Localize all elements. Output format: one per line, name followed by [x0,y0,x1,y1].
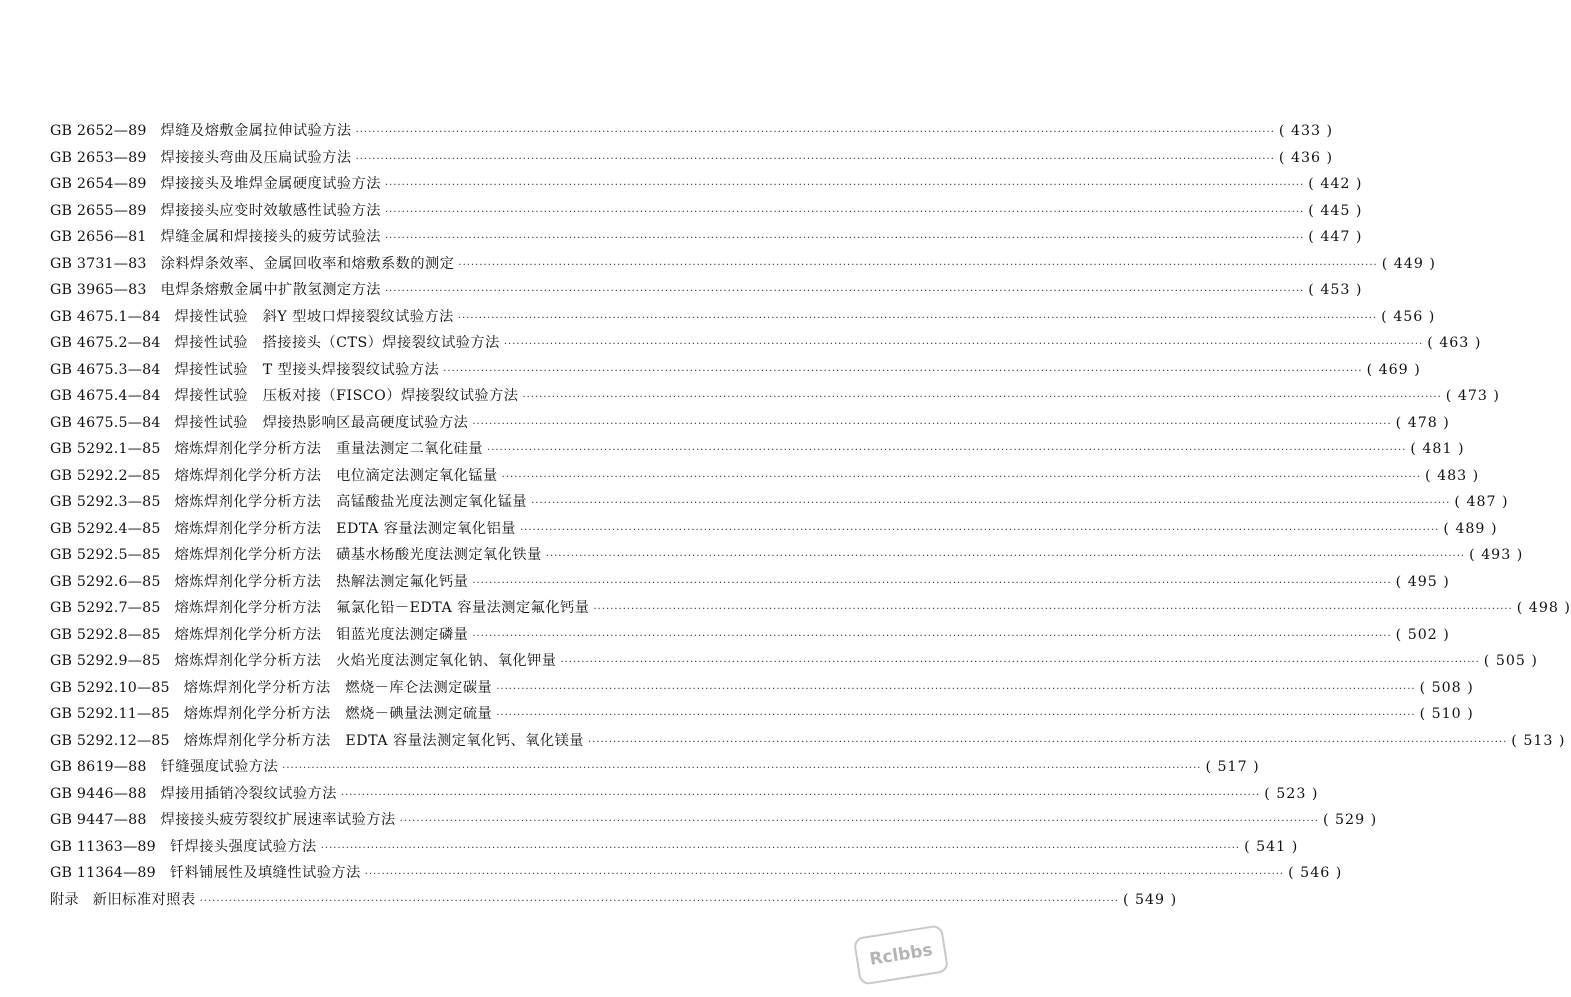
dot-leader: ···························································································································································································································· [458,259,1378,271]
standard-code: GB 5292.3—85 [50,494,161,510]
standard-code: GB 8619—88 [50,759,147,775]
standard-code: GB 4675.1—84 [50,308,161,325]
standard-code: GB 4675.3—84 [50,361,161,378]
toc-entry[interactable] [50,860,1343,887]
entry-title: 熔炼焊剂化学分析方法 高锰酸盐光度法测定氧化锰量 [174,494,528,510]
entry-title: 熔炼焊剂化学分析方法 钼蓝光度法测定磷量 [174,626,469,643]
page-number: ( 513 ) [1511,732,1566,749]
standard-code: GB 5292.6—85 [50,573,161,590]
toc-entry[interactable] [50,569,1450,596]
dot-leader: ···························································································································································································································· [522,392,1442,403]
entry-title: 焊接性试验 搭接接头（CTS）焊接裂纹试验方法 [174,335,500,351]
page-number: ( 483 ) [1425,467,1480,484]
standard-code: GB 2655—89 [50,202,147,219]
dot-leader: ···························································································································································································································· [587,736,1508,748]
dot-leader: ···························································································································································································································· [399,816,1319,827]
standard-code: GB 3731—83 [50,255,147,272]
page-number: ( 449 ) [1381,255,1436,272]
dot-leader: ···························································································································································································································· [384,286,1305,297]
entry-title: 焊接接头疲劳裂纹扩展速率试验方法 [160,812,396,828]
toc-entry[interactable] [50,357,1421,384]
page-number: ( 481 ) [1410,441,1465,457]
standard-code: GB 11364—89 [50,865,156,881]
dot-leader: ···························································································································································································································· [282,763,1202,774]
toc-entry[interactable] [50,754,1260,781]
entry-title: 焊接性试验 压板对接（FISCO）焊接裂纹试验方法 [174,388,519,404]
page-number: ( 489 ) [1443,520,1498,537]
dot-leader: ···························································································································································································································· [457,312,1378,324]
standard-code: GB 2652—89 [50,123,147,139]
entry-title: 钎料铺展性及填缝性试验方法 [169,865,361,881]
entry-title: 焊接性试验 焊接热影响区最高硬度试验方法 [174,414,469,431]
entry-title: 熔炼焊剂化学分析方法 火焰光度法测定氧化钠、氧化钾量 [174,653,557,669]
dot-leader: ···························································································································································································································· [496,710,1416,721]
toc-entry[interactable] [50,542,1524,569]
standard-code: GB 5292.5—85 [50,547,161,563]
toc-entry[interactable] [50,728,1566,755]
toc-entry[interactable] [50,436,1465,463]
dot-leader: ···························································································································································································································· [340,789,1261,801]
standard-code: GB 4675.2—84 [50,335,161,351]
watermark-text: Rclbbs [868,940,934,970]
page-number: ( 505 ) [1483,653,1538,669]
standard-code: GB 5292.9—85 [50,653,161,669]
page-number: ( 436 ) [1278,149,1334,166]
standard-code: GB 5292.12—85 [50,732,170,749]
entry-title: 焊接接头及堆焊金属硬度试验方法 [160,176,381,192]
dot-leader: ···························································································································································································································· [496,683,1416,695]
dot-leader: ···························································································································································································································· [503,339,1424,350]
dot-leader: ···························································································································································································································· [531,498,1451,509]
toc-entry[interactable] [50,330,1482,357]
dot-leader: ···························································································································································································································· [355,153,1275,165]
dot-leader: ···························································································································································································································· [384,206,1305,218]
toc-entry[interactable] [50,648,1538,675]
toc-entry[interactable] [50,489,1509,516]
standard-code: GB 9447—88 [50,812,147,828]
toc-entry[interactable] [50,595,1571,622]
page-number: ( 517 ) [1205,759,1260,775]
dot-leader: ···························································································································································································································· [487,445,1407,456]
page-number: ( 546 ) [1288,865,1343,881]
toc-entry[interactable] [50,145,1334,172]
toc-entry[interactable] [50,118,1334,145]
toc-entry[interactable] [50,807,1378,834]
standard-code: GB 4675.4—84 [50,388,161,404]
toc-entry[interactable] [50,383,1500,410]
entry-title: 焊接用插销冷裂纹试验方法 [160,785,337,802]
entry-title: 焊接性试验 T 型接头焊接裂纹试验方法 [174,361,440,378]
entry-title: 焊缝金属和焊接接头的疲劳试验法 [160,229,381,245]
toc-entry[interactable] [50,224,1363,251]
standard-code: GB 5292.2—85 [50,467,161,484]
dot-leader: ···························································································································································································································· [355,127,1275,138]
page-number: ( 523 ) [1264,785,1319,802]
toc-entry[interactable] [50,463,1480,490]
toc-entry[interactable] [50,781,1319,808]
page-number: ( 502 ) [1395,626,1450,643]
standard-code: GB 5292.8—85 [50,626,161,643]
toc-entry[interactable] [50,701,1474,728]
entry-title: 电焊条熔敷金属中扩散氢测定方法 [160,282,381,298]
standard-code: GB 5292.10—85 [50,679,170,696]
page-number: ( 456 ) [1381,308,1436,325]
dot-leader: ···························································································································································································································· [520,524,1440,536]
dot-leader: ···························································································································································································································· [472,577,1392,589]
standard-code: GB 2656—81 [50,229,147,245]
toc-entry[interactable] [50,198,1363,225]
page-number: ( 487 ) [1454,494,1509,510]
page-number: ( 478 ) [1395,414,1450,431]
entry-title: 钎焊接头强度试验方法 [169,838,317,855]
page-number: ( 433 ) [1278,123,1334,139]
dot-leader: ···························································································································································································································· [364,869,1285,880]
page-number: ( 447 ) [1308,229,1363,245]
page-number: ( 510 ) [1419,706,1474,722]
standard-code: GB 5292.7—85 [50,600,161,616]
table-of-contents [50,118,1571,913]
standard-code: GB 9446—88 [50,785,147,802]
toc-entry[interactable] [50,516,1498,543]
toc-entry[interactable] [50,675,1474,702]
watermark-logo [853,924,949,985]
entry-title: 熔炼焊剂化学分析方法 燃烧－碘量法测定硫量 [183,706,493,722]
page-number: ( 529 ) [1322,812,1378,828]
entry-title: 涂料焊条效率、金属回收率和熔敷系数的测定 [160,255,455,272]
dot-leader: ···························································································································································································································· [199,895,1119,907]
standard-code: GB 5292.4—85 [50,520,161,537]
entry-title: 焊接接头弯曲及压扁试验方法 [160,149,352,166]
entry-title: 熔炼焊剂化学分析方法 磺基水杨酸光度法测定氧化铁量 [174,547,542,563]
page-number: ( 442 ) [1308,176,1363,192]
page-number: ( 463 ) [1427,335,1482,351]
dot-leader: ···························································································································································································································· [560,657,1480,668]
dot-leader: ···························································································································································································································· [443,365,1363,377]
page-number: ( 493 ) [1469,547,1524,563]
toc-entry[interactable] [50,834,1299,861]
entry-title: 熔炼焊剂化学分析方法 燃烧－库仑法测定碳量 [183,679,493,696]
page-number: ( 541 ) [1244,838,1299,855]
page-number: ( 445 ) [1308,202,1363,219]
standard-code: 附录 [50,891,79,908]
toc-entry[interactable] [50,277,1363,304]
entry-title: 熔炼焊剂化学分析方法 EDTA 容量法测定氧化铝量 [174,520,516,537]
dot-leader: ···························································································································································································································· [501,471,1422,483]
dot-leader: ···························································································································································································································· [384,180,1305,191]
entry-title: 焊接接头应变时效敏感性试验方法 [160,202,381,219]
page-number: ( 495 ) [1395,573,1450,590]
dot-leader: ···························································································································································································································· [545,551,1466,562]
dot-leader: ···························································································································································································································· [320,842,1241,854]
page-number: ( 469 ) [1366,361,1421,378]
entry-title: 焊缝及熔敷金属拉伸试验方法 [160,123,352,139]
standard-code: GB 11363—89 [50,838,156,855]
dot-leader: ···························································································································································································································· [384,233,1305,244]
toc-entry[interactable] [50,171,1363,198]
dot-leader: ···························································································································································································································· [472,630,1392,642]
standard-code: GB 5292.1—85 [50,441,161,457]
page-number: ( 549 ) [1122,891,1178,908]
entry-title: 新旧标准对照表 [92,891,196,908]
page-number: ( 498 ) [1516,600,1571,616]
toc-entry[interactable] [50,887,1178,914]
page-number: ( 453 ) [1308,282,1363,298]
entry-title: 熔炼焊剂化学分析方法 重量法测定二氧化硅量 [174,441,484,457]
standard-code: GB 4675.5—84 [50,414,161,431]
toc-entry[interactable] [50,410,1450,437]
standard-code: GB 2653—89 [50,149,147,166]
entry-title: 钎缝强度试验方法 [160,759,279,775]
entry-title: 熔炼焊剂化学分析方法 氟氯化铅－EDTA 容量法测定氟化钙量 [174,600,590,616]
dot-leader: ···························································································································································································································· [593,604,1513,615]
toc-entry[interactable] [50,304,1436,331]
entry-title: 熔炼焊剂化学分析方法 热解法测定氟化钙量 [174,573,469,590]
toc-entry[interactable] [50,622,1450,649]
toc-entry[interactable] [50,251,1436,278]
dot-leader: ···························································································································································································································· [472,418,1392,430]
page-number: ( 508 ) [1419,679,1474,696]
entry-title: 焊接性试验 斜Y 型坡口焊接裂纹试验方法 [174,308,454,325]
standard-code: GB 3965—83 [50,282,147,298]
page-number: ( 473 ) [1445,388,1500,404]
entry-title: 熔炼焊剂化学分析方法 电位滴定法测定氧化锰量 [174,467,498,484]
entry-title: 熔炼焊剂化学分析方法 EDTA 容量法测定氧化钙、氧化镁量 [183,732,584,749]
standard-code: GB 2654—89 [50,176,147,192]
standard-code: GB 5292.11—85 [50,706,170,722]
